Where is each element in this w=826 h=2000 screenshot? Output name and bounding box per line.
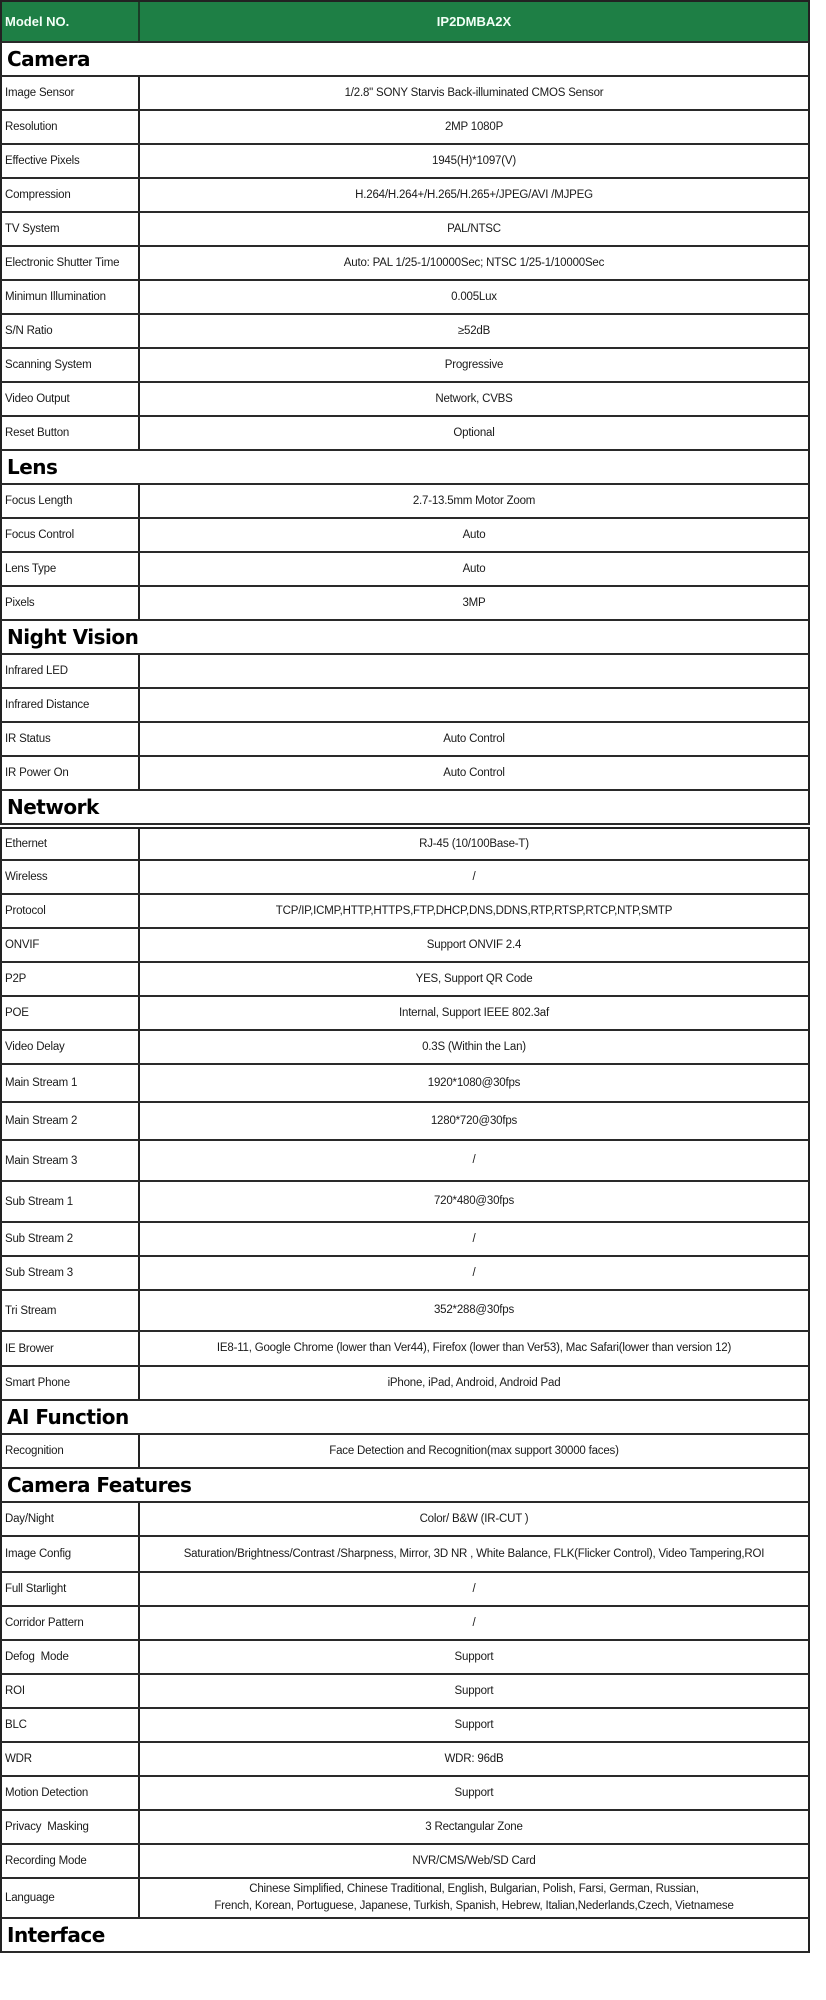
spec-row bbox=[0, 1103, 810, 1141]
spec-value: 0.3S (Within the Lan) bbox=[422, 1040, 526, 1053]
spec-label: Recognition bbox=[2, 1435, 140, 1467]
spec-value: Chinese Simplified, Chinese Traditional, English, Bulgarian, Polish, Farsi, German, Russian, French, Korean, Portuguese, Japanese, Turkish, Spanish, Hebrew, Italian,Nederlands,Czech, Vietnamese bbox=[214, 1883, 734, 1912]
spec-label: Image Sensor bbox=[2, 77, 140, 109]
spec-label: P2P bbox=[2, 963, 140, 995]
spec-row bbox=[0, 383, 810, 417]
spec-label: Lens Type bbox=[2, 553, 140, 585]
spec-value: Support bbox=[454, 1650, 494, 1663]
spec-label: Main Stream 1 bbox=[2, 1065, 140, 1101]
section-header-lens: Lens bbox=[0, 451, 810, 485]
spec-label: IE Brower bbox=[2, 1332, 140, 1365]
model-header-row bbox=[0, 0, 810, 43]
spec-row bbox=[0, 895, 810, 929]
spec-value: PAL/NTSC bbox=[447, 222, 501, 235]
section-header-network: Network bbox=[0, 791, 810, 825]
spec-label: Main Stream 2 bbox=[2, 1103, 140, 1139]
spec-row bbox=[0, 349, 810, 383]
spec-row bbox=[0, 1607, 810, 1641]
spec-value: H.264/H.264+/H.265/H.265+/JPEG/AVI /MJPEG bbox=[355, 188, 593, 201]
spec-value bbox=[140, 655, 808, 687]
section-header-ai-function: AI Function bbox=[0, 1401, 810, 1435]
section-header-night-vision: Night Vision bbox=[0, 621, 810, 655]
spec-label: IR Status bbox=[2, 723, 140, 755]
spec-value: 1945(H)*1097(V) bbox=[432, 154, 516, 167]
spec-value: / bbox=[472, 1266, 476, 1279]
spec-row bbox=[0, 1845, 810, 1879]
spec-row bbox=[0, 1709, 810, 1743]
spec-value: / bbox=[472, 870, 476, 883]
spec-value: 2MP 1080P bbox=[444, 120, 504, 133]
spec-label: Infrared LED bbox=[2, 655, 140, 687]
spec-value: Auto bbox=[462, 562, 486, 575]
spec-value: TCP/IP,ICMP,HTTP,HTTPS,FTP,DHCP,DNS,DDNS,RTP,RTSP,RTCP,NTP,SMTP bbox=[275, 904, 673, 917]
spec-label: TV System bbox=[2, 213, 140, 245]
spec-row bbox=[0, 1367, 810, 1401]
spec-row bbox=[0, 1182, 810, 1223]
spec-label: Compression bbox=[2, 179, 140, 211]
spec-label: Sub Stream 3 bbox=[2, 1257, 140, 1289]
spec-label: Sub Stream 1 bbox=[2, 1182, 140, 1221]
spec-value: Auto Control bbox=[443, 732, 505, 745]
spec-label: Ethernet bbox=[2, 829, 140, 859]
spec-row bbox=[0, 553, 810, 587]
model-label: Model NO. bbox=[2, 2, 140, 41]
spec-value: / bbox=[472, 1154, 476, 1166]
spec-label: ONVIF bbox=[2, 929, 140, 961]
spec-row bbox=[0, 519, 810, 553]
spec-value: iPhone, iPad, Android, Android Pad bbox=[387, 1376, 561, 1389]
spec-value: 0.005Lux bbox=[451, 290, 497, 303]
spec-value: Support bbox=[454, 1786, 494, 1799]
spec-row bbox=[0, 1141, 810, 1182]
spec-label: Wireless bbox=[2, 861, 140, 893]
spec-row bbox=[0, 757, 810, 791]
spec-label: Effective Pixels bbox=[2, 145, 140, 177]
spec-row bbox=[0, 723, 810, 757]
spec-row bbox=[0, 1879, 810, 1919]
spec-label: Privacy Masking bbox=[2, 1811, 140, 1843]
spec-value: 2.7-13.5mm Motor Zoom bbox=[412, 494, 536, 507]
spec-row bbox=[0, 1503, 810, 1537]
spec-value: Auto bbox=[462, 528, 486, 541]
model-value: IP2DMBA2X bbox=[436, 14, 512, 29]
spec-label: Full Starlight bbox=[2, 1573, 140, 1605]
spec-value: / bbox=[472, 1232, 476, 1245]
spec-row bbox=[0, 1573, 810, 1607]
spec-value: Support bbox=[454, 1684, 494, 1697]
spec-row bbox=[0, 315, 810, 349]
spec-label: Recording Mode bbox=[2, 1845, 140, 1877]
spec-value: Internal, Support IEEE 802.3af bbox=[399, 1006, 549, 1019]
spec-row bbox=[0, 179, 810, 213]
spec-label: Minimun Illumination bbox=[2, 281, 140, 313]
spec-label: Resolution bbox=[2, 111, 140, 143]
spec-label: Focus Length bbox=[2, 485, 140, 517]
spec-label: Pixels bbox=[2, 587, 140, 619]
spec-label: Smart Phone bbox=[2, 1367, 140, 1399]
spec-value: Support bbox=[454, 1718, 494, 1731]
spec-value: Auto Control bbox=[443, 766, 505, 779]
spec-value: 3MP bbox=[462, 596, 486, 609]
spec-value: Auto: PAL 1/25-1/10000Sec; NTSC 1/25-1/10000Sec bbox=[343, 256, 605, 269]
spec-row bbox=[0, 861, 810, 895]
spec-row bbox=[0, 1811, 810, 1845]
spec-label: Reset Button bbox=[2, 417, 140, 449]
spec-row bbox=[0, 77, 810, 111]
spec-value: 352*288@30fps bbox=[433, 1304, 515, 1316]
spec-row bbox=[0, 655, 810, 689]
spec-label: Focus Control bbox=[2, 519, 140, 551]
spec-label: BLC bbox=[2, 1709, 140, 1741]
spec-row bbox=[0, 1743, 810, 1777]
spec-value: ≥52dB bbox=[457, 324, 491, 337]
spec-label: Video Output bbox=[2, 383, 140, 415]
spec-row bbox=[0, 1537, 810, 1573]
spec-label: POE bbox=[2, 997, 140, 1029]
section-header-interface: Interface bbox=[0, 1919, 810, 1953]
spec-label: WDR bbox=[2, 1743, 140, 1775]
spec-label: Corridor Pattern bbox=[2, 1607, 140, 1639]
spec-row bbox=[0, 1777, 810, 1811]
spec-value: 1/2.8" SONY Starvis Back-illuminated CMOS Sensor bbox=[344, 86, 604, 99]
spec-label: Defog Mode bbox=[2, 1641, 140, 1673]
spec-label: Motion Detection bbox=[2, 1777, 140, 1809]
spec-value: Face Detection and Recognition(max support 30000 faces) bbox=[329, 1444, 619, 1457]
spec-label: Sub Stream 2 bbox=[2, 1223, 140, 1255]
spec-value: Optional bbox=[453, 426, 495, 439]
spec-label: Tri Stream bbox=[2, 1291, 140, 1330]
spec-row bbox=[0, 689, 810, 723]
spec-value: Support ONVIF 2.4 bbox=[426, 938, 522, 951]
spec-value: / bbox=[472, 1582, 476, 1595]
spec-label: Day/Night bbox=[2, 1503, 140, 1535]
spec-row bbox=[0, 929, 810, 963]
spec-value: 720*480@30fps bbox=[433, 1195, 515, 1207]
spec-label: S/N Ratio bbox=[2, 315, 140, 347]
spec-label: Electronic Shutter Time bbox=[2, 247, 140, 279]
spec-label: IR Power On bbox=[2, 757, 140, 789]
spec-value: RJ-45 (10/100Base-T) bbox=[419, 837, 529, 850]
spec-row bbox=[0, 281, 810, 315]
section-header-camera: Camera bbox=[0, 43, 810, 77]
spec-label: Main Stream 3 bbox=[2, 1141, 140, 1180]
spec-row bbox=[0, 1257, 810, 1291]
spec-value: NVR/CMS/Web/SD Card bbox=[412, 1854, 536, 1867]
spec-value: / bbox=[472, 1616, 476, 1629]
spec-row bbox=[0, 417, 810, 451]
spec-row bbox=[0, 247, 810, 281]
section-header-camera-features: Camera Features bbox=[0, 1469, 810, 1503]
spec-row bbox=[0, 1065, 810, 1103]
spec-row bbox=[0, 827, 810, 861]
spec-value: 1280*720@30fps bbox=[430, 1114, 518, 1127]
spec-value: WDR: 96dB bbox=[444, 1752, 504, 1765]
spec-row bbox=[0, 1641, 810, 1675]
spec-label: Infrared Distance bbox=[2, 689, 140, 721]
spec-value: 1920*1080@30fps bbox=[427, 1076, 521, 1089]
spec-value: YES, Support QR Code bbox=[415, 972, 533, 985]
spec-row bbox=[0, 1675, 810, 1709]
spec-row bbox=[0, 587, 810, 621]
spec-sections bbox=[0, 43, 810, 1953]
spec-value: IE8-11, Google Chrome (lower than Ver44), Firefox (lower than Ver53), Mac Safari(lower than version 12) bbox=[216, 1342, 732, 1354]
spec-row bbox=[0, 1223, 810, 1257]
spec-row bbox=[0, 111, 810, 145]
spec-row bbox=[0, 997, 810, 1031]
spec-label: Image Config bbox=[2, 1537, 140, 1571]
spec-value: 3 Rectangular Zone bbox=[425, 1820, 523, 1833]
spec-row bbox=[0, 1435, 810, 1469]
spec-row bbox=[0, 1332, 810, 1367]
spec-row bbox=[0, 963, 810, 997]
spec-value: Network, CVBS bbox=[435, 392, 513, 405]
spec-row bbox=[0, 485, 810, 519]
spec-label: Scanning System bbox=[2, 349, 140, 381]
spec-label: Language bbox=[2, 1879, 140, 1917]
spec-row bbox=[0, 145, 810, 179]
spec-value: Saturation/Brightness/Contrast /Sharpness, Mirror, 3D NR , White Balance, FLK(Flicker Control), Video Tampering,ROI bbox=[183, 1547, 765, 1560]
spec-value: Color/ B&W (IR-CUT ) bbox=[419, 1512, 529, 1525]
spec-row bbox=[0, 1291, 810, 1332]
spec-value: Progressive bbox=[444, 358, 504, 371]
spec-row bbox=[0, 1031, 810, 1065]
spec-label: ROI bbox=[2, 1675, 140, 1707]
spec-label: Video Delay bbox=[2, 1031, 140, 1063]
spec-row bbox=[0, 213, 810, 247]
spec-value bbox=[140, 689, 808, 721]
spec-label: Protocol bbox=[2, 895, 140, 927]
